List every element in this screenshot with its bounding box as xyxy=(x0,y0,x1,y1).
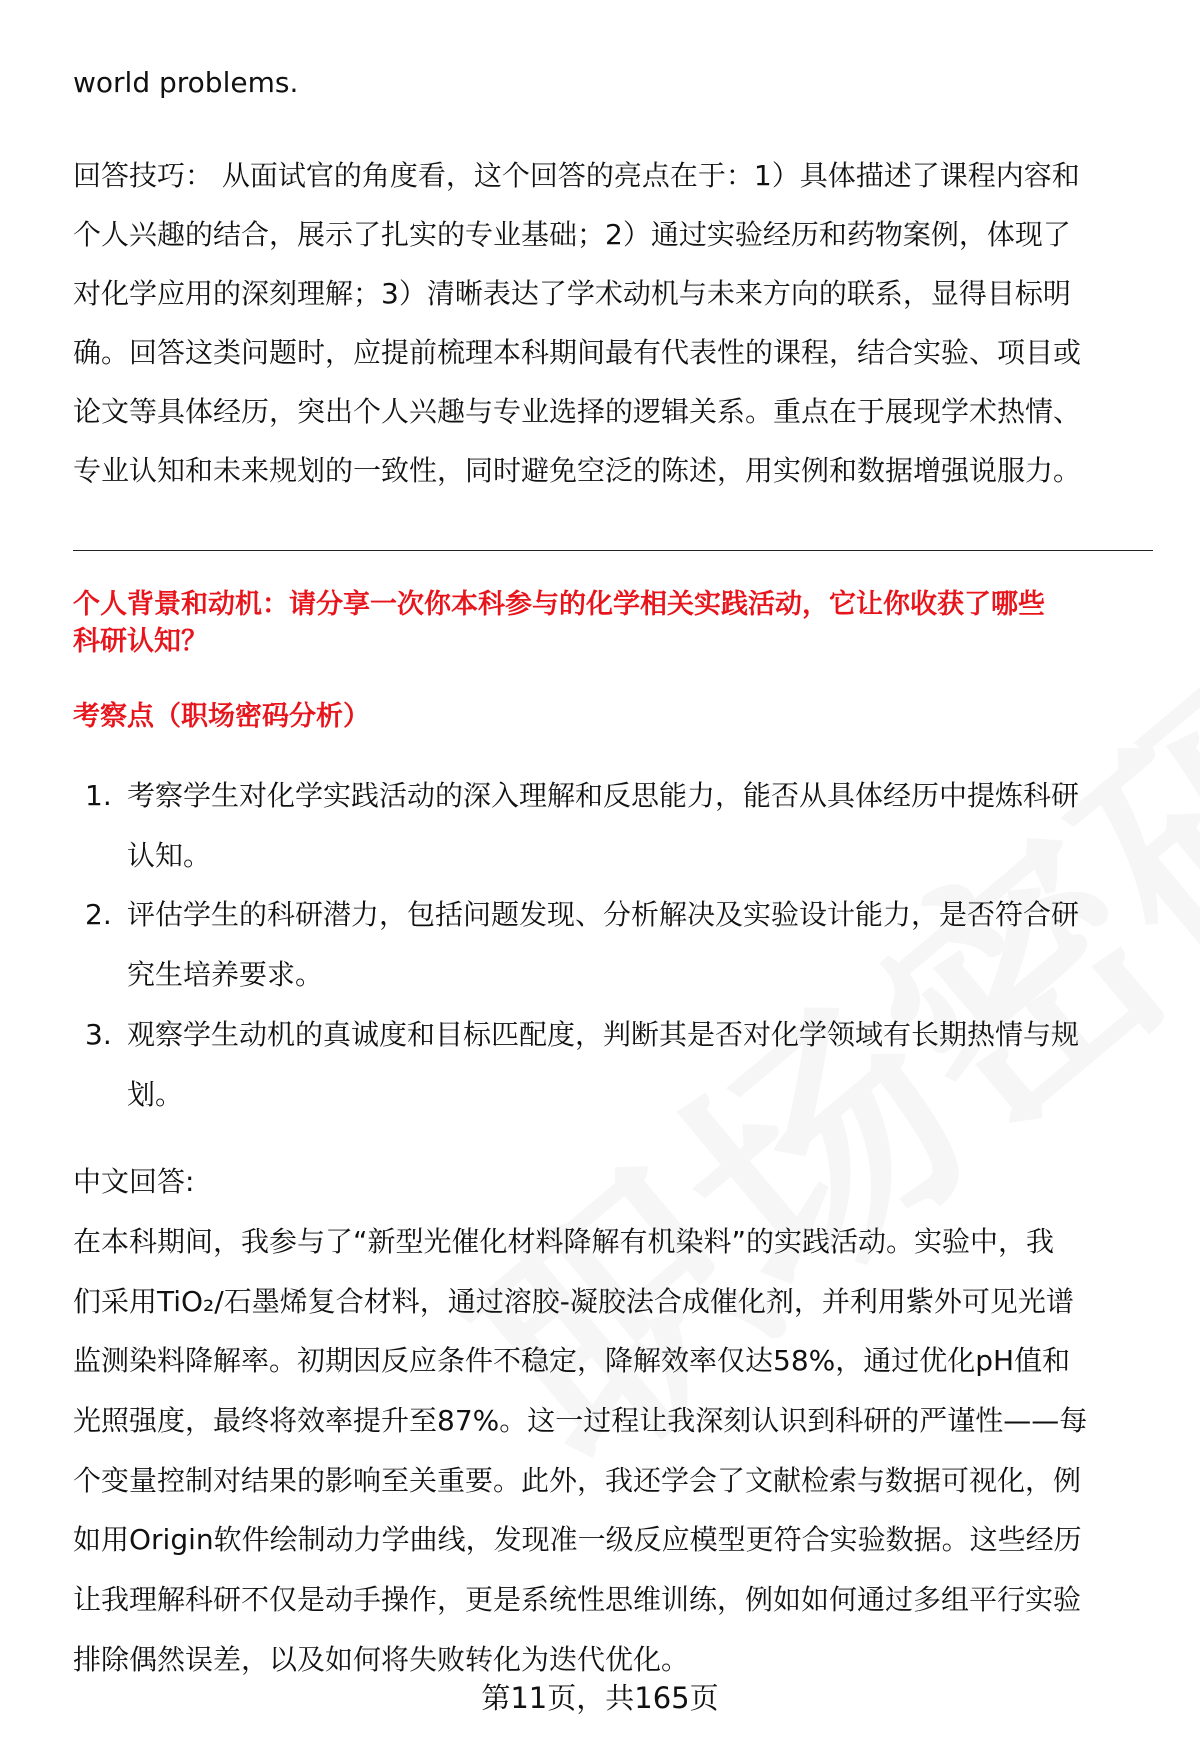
focus-title: 考察点（职场密码分析） xyxy=(73,701,370,732)
previous-answer-tail: world problems. xyxy=(73,66,299,99)
question-line: 个人背景和动机：请分享一次你本科参与的化学相关实践活动，它让你收获了哪些 xyxy=(73,589,1045,620)
list-item-line: 划。 xyxy=(127,1078,184,1111)
answer-line: 排除偶然误差，以及如何将失败转化为迭代优化。 xyxy=(73,1643,690,1676)
answer-line: 们采用TiO₂/石墨烯复合材料，通过溶胶-凝胶法合成催化剂，并利用紫外可见光谱 xyxy=(73,1285,1074,1318)
tips-line: 论文等具体经历，突出个人兴趣与专业选择的逻辑关系。重点在于展现学术热情、 xyxy=(73,395,1082,428)
divider xyxy=(73,550,1153,551)
list-number: 1. xyxy=(85,779,112,812)
question-line: 科研认知？ xyxy=(73,626,208,657)
watermark xyxy=(393,242,1200,1530)
answer-line: 在本科期间，我参与了“新型光催化材料降解有机染料”的实践活动。实验中，我 xyxy=(73,1225,1055,1258)
list-item-line: 考察学生对化学实践活动的深入理解和反思能力，能否从具体经历中提炼科研 xyxy=(127,779,1080,812)
tips-line: 回答技巧： 从面试官的角度看，这个回答的亮点在于：1）具体描述了课程内容和 xyxy=(73,159,1080,192)
answer-line: 光照强度，最终将效率提升至87%。这一过程让我深刻认识到科研的严谨性——每 xyxy=(73,1404,1088,1437)
answer-line: 个变量控制对结果的影响至关重要。此外，我还学会了文献检索与数据可视化，例 xyxy=(73,1464,1082,1497)
page-number: 第11页，共165页 xyxy=(481,1681,719,1715)
list-item-line: 观察学生动机的真诚度和目标匹配度，判断其是否对化学领域有长期热情与规 xyxy=(127,1018,1080,1051)
list-number: 3. xyxy=(85,1018,112,1051)
answer-line: 监测染料降解率。初期因反应条件不稳定，降解效率仅达58%，通过优化pH值和 xyxy=(73,1344,1071,1377)
tips-line: 对化学应用的深刻理解；3）清晰表达了学术动机与未来方向的联系，显得目标明 xyxy=(73,277,1071,310)
tips-line: 个人兴趣的结合，展示了扎实的专业基础；2）通过实验经历和药物案例，体现了 xyxy=(73,218,1071,251)
list-item-line: 究生培养要求。 xyxy=(127,958,324,991)
answer-line: 如用Origin软件绘制动力学曲线，发现准一级反应模型更符合实验数据。这些经历 xyxy=(73,1523,1082,1556)
list-item-line: 认知。 xyxy=(127,839,212,872)
answer-label: 中文回答: xyxy=(73,1165,195,1198)
answer-line: 让我理解科研不仅是动手操作，更是系统性思维训练，例如如何通过多组平行实验 xyxy=(73,1583,1082,1616)
list-number: 2. xyxy=(85,898,112,931)
tips-line: 确。回答这类问题时，应提前梳理本科期间最有代表性的课程，结合实验、项目或 xyxy=(73,336,1082,369)
tips-line: 专业认知和未来规划的一致性，同时避免空泛的陈述，用实例和数据增强说服力。 xyxy=(73,454,1082,487)
list-item-line: 评估学生的科研潜力，包括问题发现、分析解决及实验设计能力，是否符合研 xyxy=(127,898,1080,931)
